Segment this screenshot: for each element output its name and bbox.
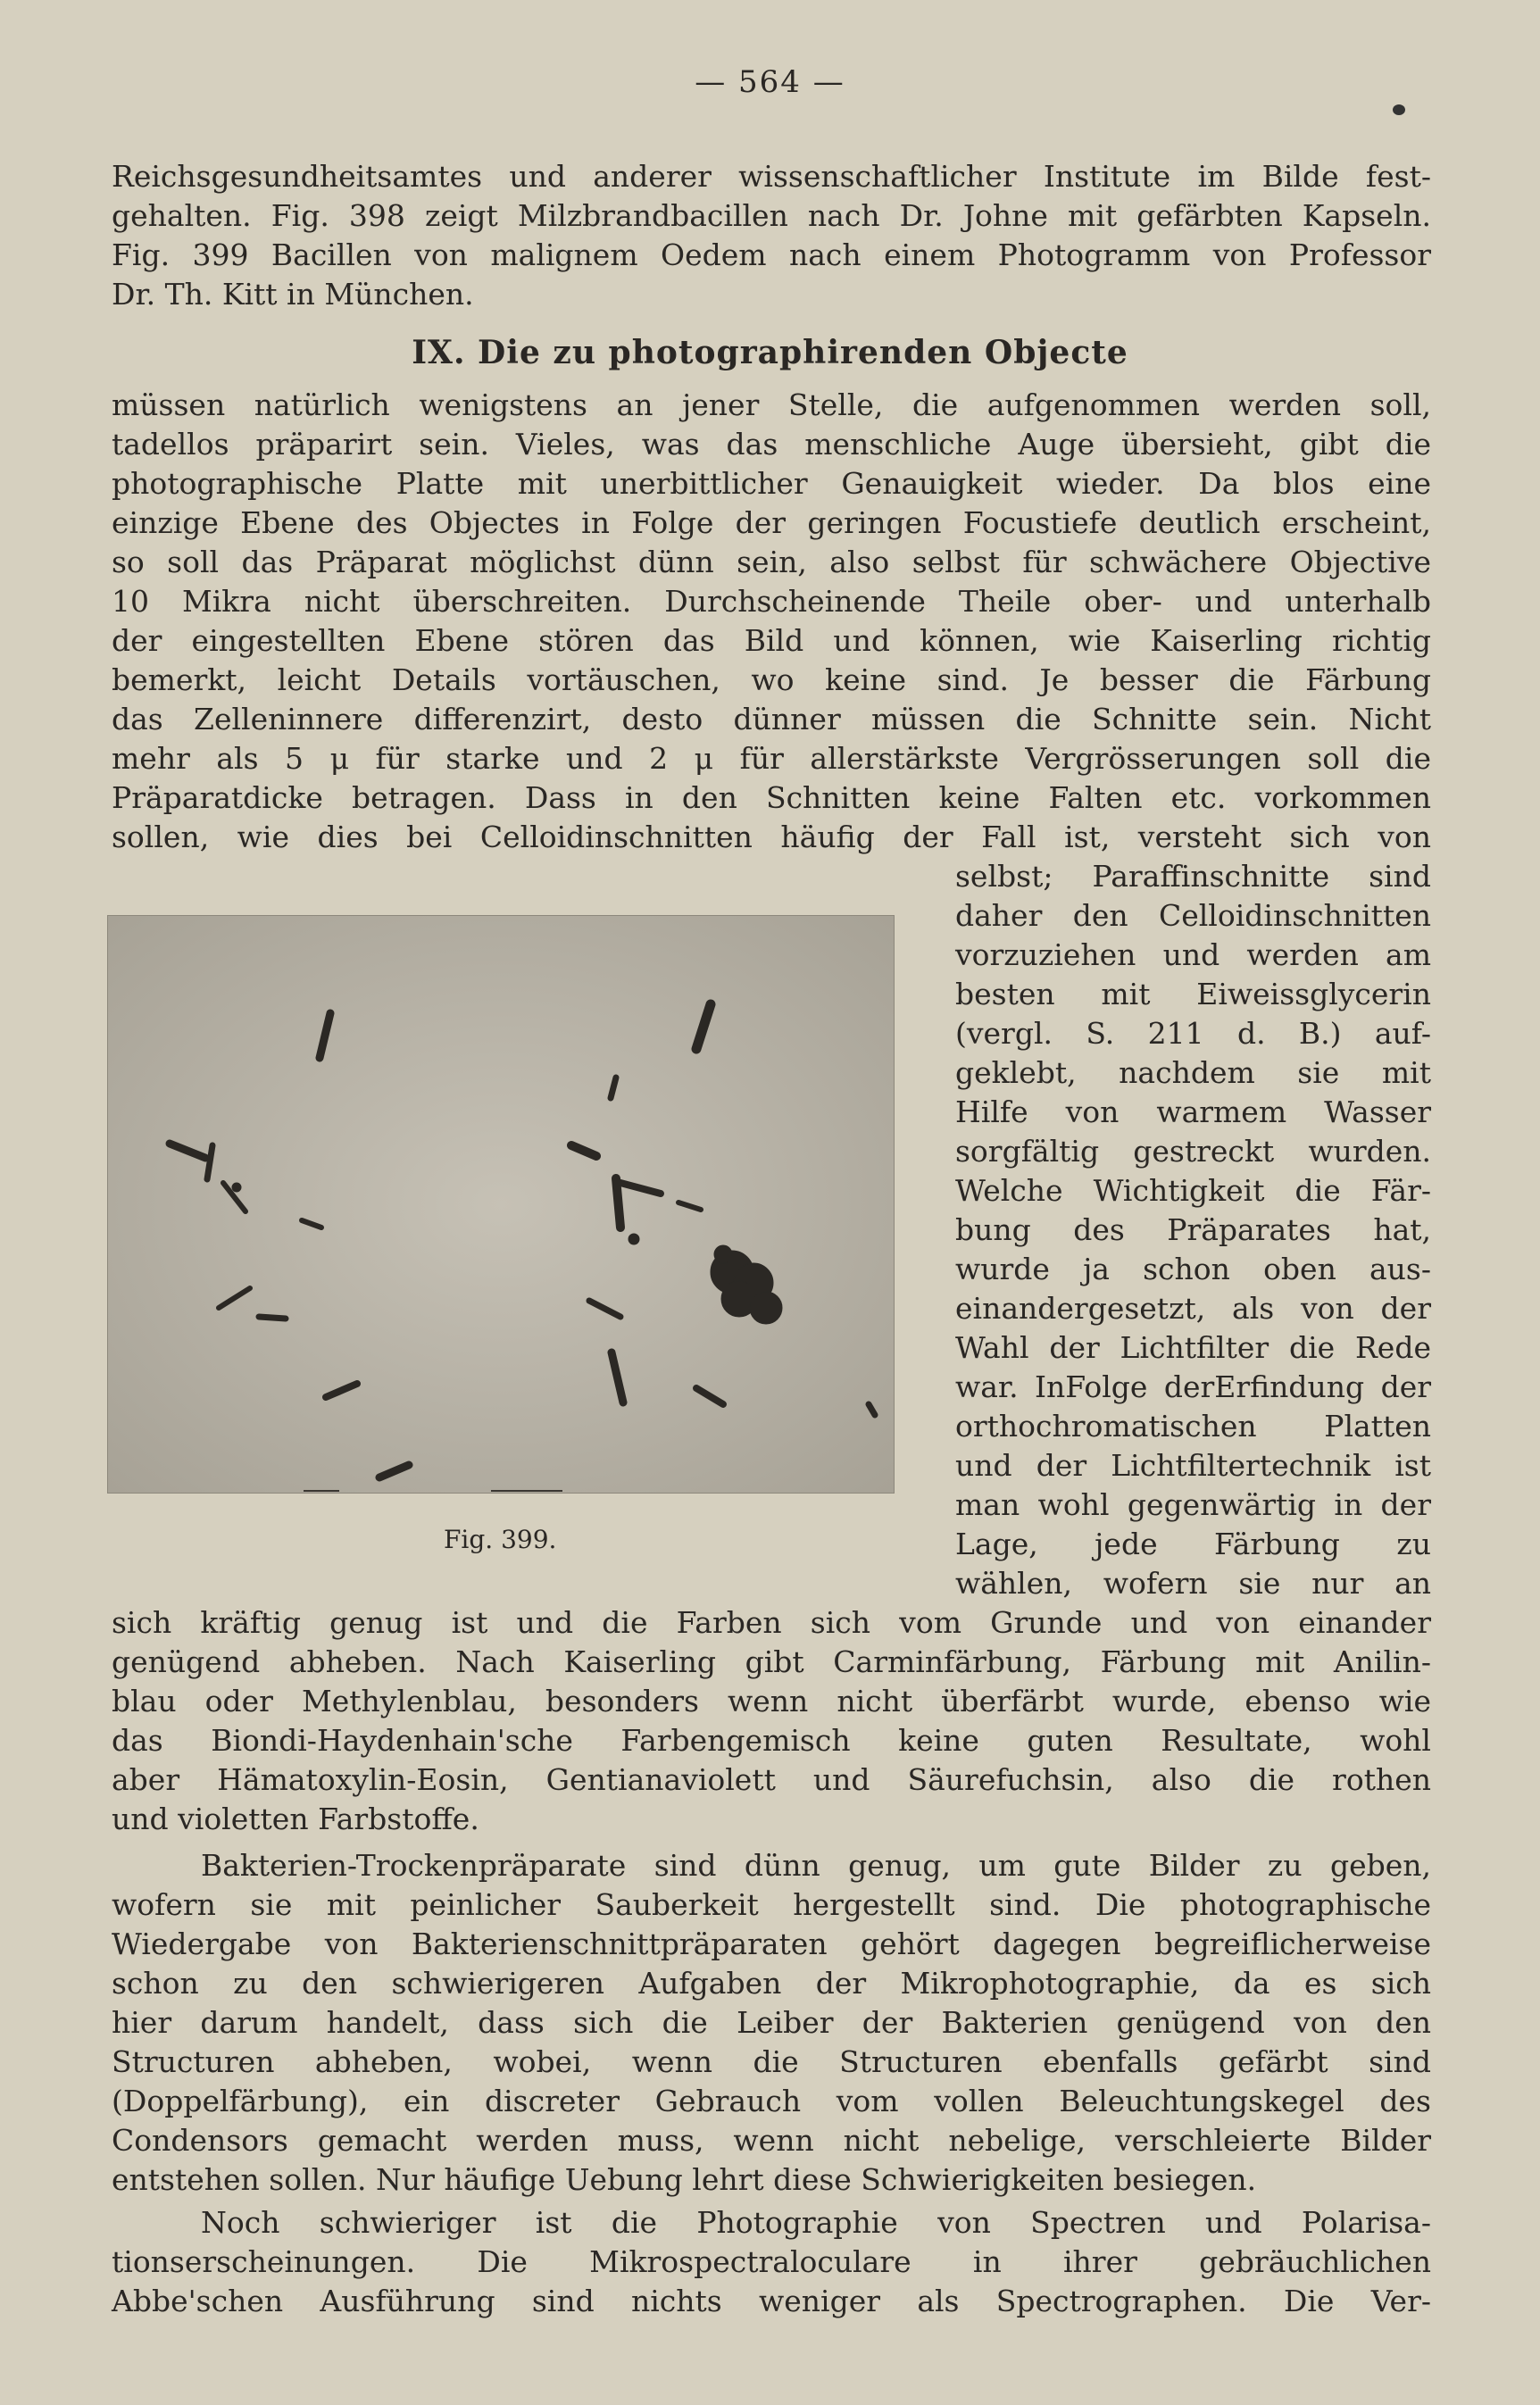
text-line: sorgfältig gestreckt wurden. [955,1134,1431,1169]
text-line: Welche Wichtigkeit die Fär- [955,1173,1431,1208]
text-line: Wiedergabe von Bakterienschnittpräparaten gehört dagegen begreiflicherweise [112,1926,1431,1961]
text-line: wofern sie mit peinlicher Sauberkeit hergestellt sind. Die photographische [112,1887,1431,1922]
text-line: das Biondi-Haydenhain'sche Farbengemisch keine guten Resultate, wohl [112,1723,1431,1758]
text-line: Condensors gemacht werden muss, wenn nicht nebelige, verschleierte Bilder [112,2123,1431,2158]
text-line: (vergl. S. 211 d. B.) auf- [955,1016,1431,1051]
text-line: 10 Mikra nicht überschreiten. Durchscheinende Theile ober- und unterhalb [112,584,1431,619]
text-line: bung des Präparates hat, [955,1212,1431,1247]
text-line: besten mit Eiweissglycerin [955,977,1431,1011]
text-line: Abbe'schen Ausführung sind nichts weniger als Spectrographen. Die Ver- [112,2284,1431,2318]
page-number: — 564 — [695,64,845,100]
text-line: bemerkt, leicht Details vortäuschen, wo keine sind. Je besser die Färbung [112,662,1431,697]
text-line: einzige Ebene des Objectes in Folge der geringen Focustiefe deutlich erscheint, [112,505,1431,540]
text-line: Fig. 399 Bacillen von malignem Oedem nach einem Photogramm von Professor [112,237,1431,272]
text-line: so soll das Präparat möglichst dünn sein, also selbst für schwächere Objective [112,545,1431,579]
text-line: Hilfe von warmem Wasser [955,1094,1431,1129]
text-line: Präparatdicke betragen. Dass in den Schnitten keine Falten etc. vorkommen [112,780,1431,815]
text-line: photographische Platte mit unerbittlicher Genauigkeit wieder. Da blos eine [112,466,1431,501]
text-line: vorzuziehen und werden am [955,937,1431,972]
text-line: mehr als 5 μ für starke und 2 μ für allerstärkste Vergrösserungen soll die [112,741,1431,776]
text-line: einandergesetzt, als von der [955,1291,1431,1326]
text-line: daher den Celloidinschnitten [955,898,1431,933]
text-line: blau oder Methylenblau, besonders wenn nicht überfärbt wurde, ebenso wie [112,1684,1431,1718]
text-line: Lage, jede Färbung zu [955,1527,1431,1561]
text-line: wurde ja schon oben aus- [955,1252,1431,1286]
text-line: gehalten. Fig. 398 zeigt Milzbrandbacillen nach Dr. Johne mit gefärbten Kapseln. [112,198,1431,233]
text-line: Reichsgesundheitsamtes und anderer wissenschaftlicher Institute im Bilde fest- [112,159,1431,194]
text-line: müssen natürlich wenigstens an jener Stelle, die aufgenommen werden soll, [112,387,1431,422]
text-line: tadellos präparirt sein. Vieles, was das menschliche Auge übersieht, gibt die [112,427,1431,462]
text-line: selbst; Paraffinschnitte sind [955,859,1431,894]
text-line: der eingestellten Ebene stören das Bild und können, wie Kaiserling richtig [112,623,1431,658]
figure-bacilli-micrograph [107,915,895,1494]
text-line: genügend abheben. Nach Kaiserling gibt Carminfärbung, Färbung mit Anilin- [112,1644,1431,1679]
text-line: entstehen sollen. Nur häufige Uebung lehrt diese Schwierigkeiten besiegen. [112,2162,1257,2197]
text-line: schon zu den schwierigeren Aufgaben der Mikrophotographie, da es sich [112,1966,1431,2001]
text-line: (Doppelfärbung), ein discreter Gebrauch vom vollen Beleuchtungskegel des [112,2084,1431,2118]
text-line: und der Lichtfiltertechnik ist [955,1448,1431,1483]
text-line: Bakterien-Trockenpräparate sind dünn genug, um gute Bilder zu geben, [201,1848,1431,1883]
text-line: Wahl der Lichtfilter die Rede [955,1330,1431,1365]
text-line: tionserscheinungen. Die Mikrospectraloculare in ihrer gebräuchlichen [112,2244,1431,2279]
text-line: Dr. Th. Kitt in München. [112,277,474,312]
text-line: sollen, wie dies bei Celloidinschnitten häufig der Fall ist, versteht sich von [112,820,1431,854]
text-line: sich kräftig genug ist und die Farben sich vom Grunde und von einander [112,1605,1431,1640]
text-line: aber Hämatoxylin-Eosin, Gentianaviolett und Säurefuchsin, also die rothen [112,1762,1431,1797]
text-line: Noch schwieriger ist die Photographie von Spectren und Polarisa- [201,2205,1431,2240]
text-line: Structuren abheben, wobei, wenn die Structuren ebenfalls gefärbt sind [112,2044,1431,2079]
ink-spot [1393,104,1405,115]
text-line: geklebt, nachdem sie mit [955,1055,1431,1090]
text-line: war. InFolge derErfindung der [955,1369,1431,1404]
text-line: man wohl gegenwärtig in der [955,1487,1431,1522]
text-line: hier darum handelt, dass sich die Leiber der Bakterien genügend von den [112,2005,1431,2040]
figure-caption: Fig. 399. [444,1525,557,1554]
text-line: das Zelleninnere differenzirt, desto dünner müssen die Schnitte sein. Nicht [112,702,1431,736]
text-line: orthochromatischen Platten [955,1409,1431,1444]
text-line: wählen, wofern sie nur an [955,1566,1431,1601]
section-heading: IX. Die zu photographirenden Objecte [412,334,1128,371]
text-line: und violetten Farbstoffe. [112,1802,479,1836]
micrograph-image [107,915,895,1494]
